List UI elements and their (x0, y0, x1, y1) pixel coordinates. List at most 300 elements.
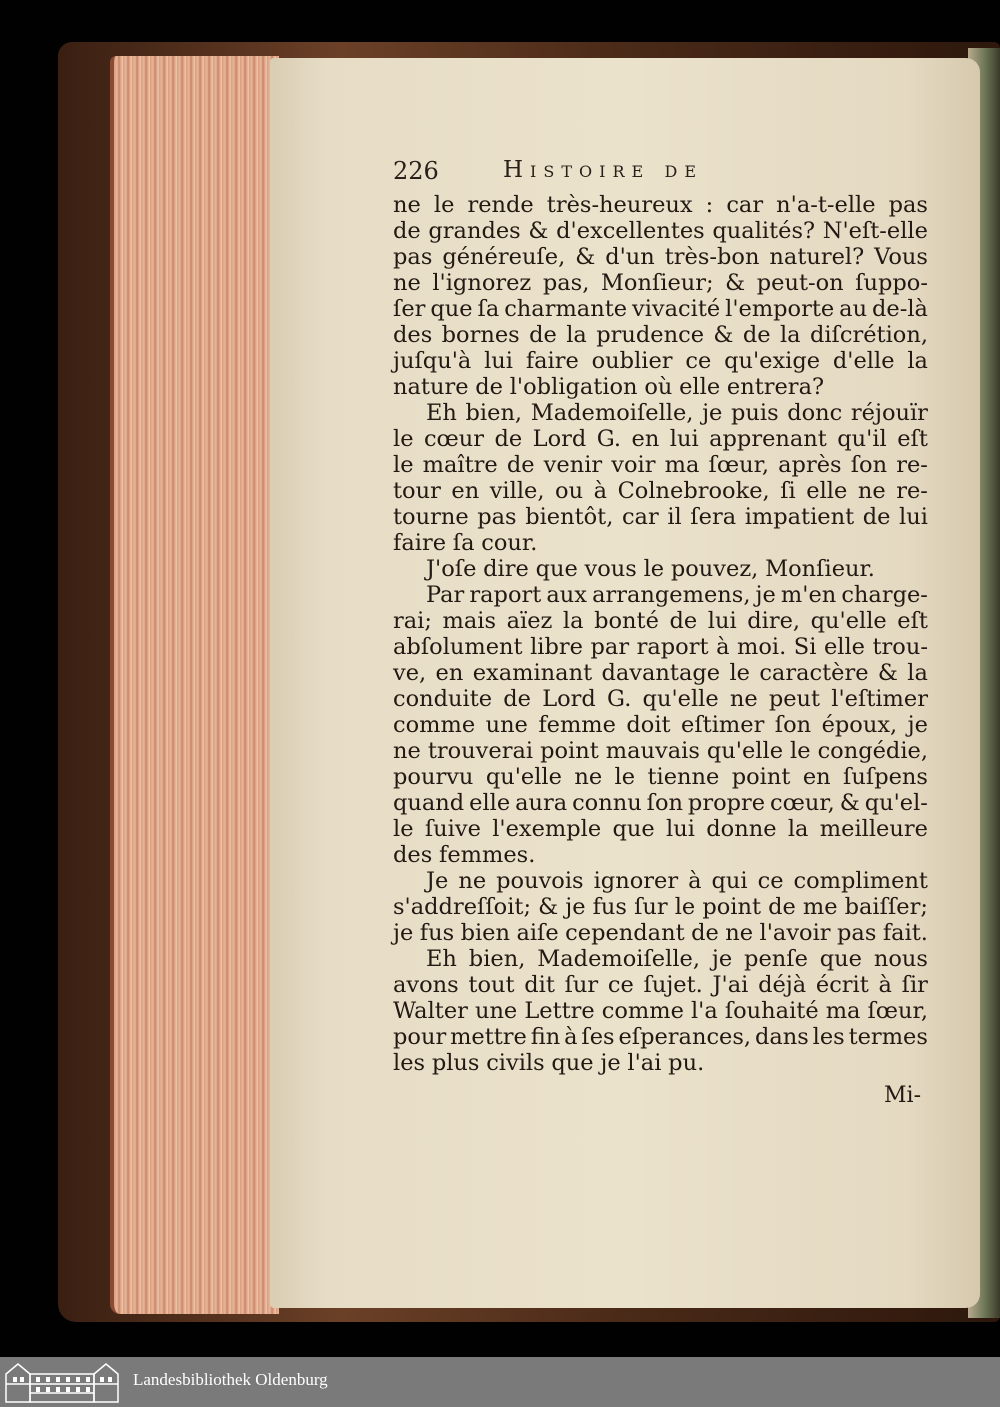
text-line (393, 712, 928, 738)
word: pour (393, 1024, 447, 1050)
word: dire, (747, 608, 801, 634)
word: ne (458, 868, 487, 894)
word: à (593, 478, 608, 504)
text-line (393, 426, 928, 452)
word: donc (787, 400, 843, 426)
word: l'emporte (725, 296, 835, 322)
word: après (778, 452, 842, 478)
word: ne (393, 738, 421, 764)
word: bien, (465, 400, 523, 426)
word: m'en (780, 582, 837, 608)
word: s'addreſſoit; (393, 894, 532, 920)
word: meilleure (819, 816, 928, 842)
word: au (839, 296, 868, 322)
word: une (485, 712, 528, 738)
word: à (878, 972, 892, 998)
word: que (535, 556, 578, 582)
word: l'avoir (759, 920, 831, 946)
word: avons (393, 972, 459, 998)
word: J'oſe (426, 556, 477, 582)
word: Mademoiſelle, (530, 400, 694, 426)
text-line (393, 790, 928, 816)
word: je (565, 894, 586, 920)
word: ce (607, 972, 634, 998)
word: je (907, 712, 928, 738)
word: ſa (477, 296, 500, 322)
word: ville, (489, 478, 545, 504)
word: ne (393, 192, 421, 218)
word: pouvez, (670, 556, 759, 582)
word: où (644, 374, 673, 400)
word: impatient (744, 504, 855, 530)
word: lui (669, 426, 699, 452)
word: que (551, 1050, 594, 1076)
word: pas (837, 920, 877, 946)
text-line (393, 634, 928, 660)
word: pas (888, 192, 928, 218)
word: qualités? (712, 218, 816, 244)
word: en (451, 478, 480, 504)
word: je (393, 920, 414, 946)
word: vous (584, 556, 637, 582)
word: ignorer (593, 868, 679, 894)
word: rai; (393, 608, 432, 634)
text-line (393, 192, 928, 218)
word: Monſieur; (600, 270, 714, 296)
word: ne (725, 920, 754, 946)
word: de (393, 218, 421, 244)
word: nature (393, 374, 469, 400)
word: faire (525, 348, 579, 374)
word: ſa (452, 530, 475, 556)
word: en (435, 660, 464, 686)
word: ſon (774, 712, 812, 738)
word: oublier (591, 348, 673, 374)
word: la (779, 322, 801, 348)
word: ſuppo- (855, 270, 928, 296)
word: tienne (647, 764, 720, 790)
word: le (790, 738, 811, 764)
word: l'eſtimer (831, 686, 928, 712)
word: fus (592, 894, 627, 920)
word: aux (546, 582, 587, 608)
word: l'a (690, 998, 718, 1024)
word: ſuſpens (843, 764, 928, 790)
word: la (907, 348, 928, 374)
text-line (393, 738, 928, 764)
text-line (393, 686, 928, 712)
word: l'ignorez (432, 270, 532, 296)
word: pouvois (496, 868, 584, 894)
word: plus (431, 1050, 480, 1076)
word: peut (768, 686, 821, 712)
word: le (433, 192, 455, 218)
text-line (393, 972, 928, 998)
word: peut-on (756, 270, 844, 296)
word: G. (596, 426, 622, 452)
word: tour (393, 478, 441, 504)
word: point (731, 764, 791, 790)
word: ſur (634, 894, 668, 920)
word: ſouhaité (724, 998, 819, 1024)
word: point (540, 738, 599, 764)
word: pas (393, 244, 433, 270)
word: Eh (426, 946, 457, 972)
word: ſur (564, 972, 599, 998)
word: compliment (793, 868, 928, 894)
word: & (877, 660, 898, 686)
word: N'eſt-elle (822, 218, 928, 244)
word: Je (426, 868, 449, 894)
page-header (393, 157, 833, 189)
word: ſir (901, 972, 928, 998)
word: me (802, 894, 838, 920)
word: ne (574, 764, 603, 790)
word: penſe (744, 946, 808, 972)
word: d'elle (832, 348, 895, 374)
word: qu'elle (642, 686, 719, 712)
text-line (393, 374, 928, 400)
word: termes (848, 1024, 928, 1050)
word: diſcrétion, (809, 322, 928, 348)
word: moi. (737, 634, 787, 660)
word: baiſſer; (844, 894, 928, 920)
word: je (711, 946, 733, 972)
word: comme (601, 998, 684, 1024)
word: car (621, 504, 659, 530)
word: connu (572, 790, 642, 816)
word: Mademoiſelle, (537, 946, 700, 972)
word: de (503, 686, 531, 712)
word: abſolument (393, 634, 523, 660)
page-edges (110, 56, 279, 1314)
word: bien, (468, 946, 526, 972)
word: de-là (872, 296, 928, 322)
word: G. (607, 686, 632, 712)
word: faire (393, 530, 447, 556)
word: pu. (668, 1050, 705, 1076)
word: ſœur, (708, 452, 770, 478)
text-line (393, 218, 928, 244)
word: mettre (450, 1024, 527, 1050)
word: voir (611, 452, 656, 478)
word: maître (422, 452, 498, 478)
word: ve, (393, 660, 427, 686)
word: il (667, 504, 682, 530)
word: en (802, 764, 831, 790)
word: qu'el- (864, 790, 928, 816)
word: bien (460, 920, 510, 946)
word: Par (426, 582, 465, 608)
word: lui (899, 504, 928, 530)
word: écrit (815, 972, 869, 998)
word: prudence (596, 322, 705, 348)
word: l'ai (627, 1050, 662, 1076)
text-line (393, 1024, 928, 1050)
word: raport (636, 634, 709, 660)
word: la (566, 322, 587, 348)
word: la (907, 660, 928, 686)
word: le (393, 816, 414, 842)
word: venir (543, 452, 603, 478)
word: l'obligation (509, 374, 638, 400)
word: rende (467, 192, 534, 218)
word: cour. (481, 530, 538, 556)
word: ce (757, 868, 784, 894)
word: grandes (428, 218, 521, 244)
word: : (705, 192, 714, 218)
word: qui (711, 868, 748, 894)
word: Lord (542, 686, 596, 712)
word: point (702, 894, 761, 920)
word: lui (484, 348, 513, 374)
word: fus (419, 920, 455, 946)
word: le (729, 660, 750, 686)
word: Lord (532, 426, 587, 452)
word: ou (555, 478, 584, 504)
word: ſon (850, 452, 888, 478)
text-line (393, 504, 928, 530)
word: mais (442, 608, 497, 634)
word: femmes. (439, 842, 536, 868)
text-line (393, 816, 928, 842)
word: donne (706, 816, 777, 842)
word: charge- (841, 582, 928, 608)
word: ſi (780, 478, 796, 504)
word: ne (393, 270, 421, 296)
word: ſujet. (643, 972, 703, 998)
word: qu'il (837, 426, 887, 452)
text-line (393, 582, 928, 608)
word: naturel? (769, 244, 865, 270)
word: & (528, 218, 549, 244)
word: qu'elle (485, 764, 562, 790)
word: & (575, 244, 596, 270)
text-line (393, 478, 928, 504)
word: des (393, 842, 433, 868)
word: cœur, (770, 790, 835, 816)
word: apprenant (709, 426, 827, 452)
word: qu'exige (724, 348, 821, 374)
word: généreuſe, (442, 244, 566, 270)
word: la (562, 608, 584, 634)
word: lui (666, 816, 695, 842)
word: ſer (393, 296, 426, 322)
word: par (590, 634, 630, 660)
text-line (393, 868, 928, 894)
word: ſœur, (867, 998, 928, 1024)
word: cœur (423, 426, 485, 452)
word: lui (707, 608, 737, 634)
word: arrangemens, (592, 582, 751, 608)
word: entrera? (726, 374, 825, 400)
word: très-bon (664, 244, 760, 270)
word: je (755, 582, 776, 608)
word: trouverai (427, 738, 534, 764)
word: à (564, 1024, 578, 1050)
word: J'ai (712, 972, 749, 998)
footer-bar (0, 1357, 1000, 1407)
word: à (688, 868, 702, 894)
word: elle (469, 790, 511, 816)
word: de (742, 322, 771, 348)
word: fin (530, 1024, 561, 1050)
text-line (393, 452, 928, 478)
word: trou- (872, 634, 928, 660)
word: je (702, 400, 723, 426)
word: très-heureux (546, 192, 693, 218)
word: & (713, 322, 734, 348)
word: tout (468, 972, 515, 998)
word: nous (873, 946, 928, 972)
word: & (725, 270, 746, 296)
text-line (393, 608, 928, 634)
text-line (393, 270, 928, 296)
word: puis (730, 400, 779, 426)
word: que (819, 946, 862, 972)
word: car (726, 192, 764, 218)
word: eſt (897, 608, 928, 634)
word: à (716, 634, 730, 660)
word: juſqu'à (393, 348, 472, 374)
text-line (393, 530, 928, 556)
word: elle (806, 478, 848, 504)
word: de (862, 504, 891, 530)
word: aiſe (516, 920, 559, 946)
text-line (393, 556, 928, 582)
word: femme (538, 712, 616, 738)
word: ſuive (424, 816, 481, 842)
word: ne (857, 478, 886, 504)
word: le (614, 764, 636, 790)
word: de (669, 608, 698, 634)
word: tourne (393, 504, 469, 530)
body-text (393, 192, 928, 1076)
word: eſperances, (618, 1024, 752, 1050)
text-line (393, 244, 928, 270)
word: re- (896, 452, 928, 478)
word: & (538, 894, 559, 920)
text-line (393, 842, 928, 868)
library-building-logo-icon (4, 1360, 122, 1404)
library-name: Landesbibliothek Oldenburg (133, 1370, 328, 1389)
word: Colnebrooke, (617, 478, 770, 504)
word: époux, (821, 712, 898, 738)
word: que (430, 296, 473, 322)
word: comme (393, 712, 476, 738)
word: les (812, 1024, 845, 1050)
text-line (393, 946, 928, 972)
word: Eh (426, 400, 457, 426)
word: réjouïr (850, 400, 928, 426)
word: de (691, 920, 719, 946)
word: eſtimer (681, 712, 765, 738)
word: qu'elle (810, 608, 887, 634)
word: pas (477, 504, 517, 530)
word: elle (823, 634, 865, 660)
word: mauvais (605, 738, 700, 764)
word: le (643, 556, 665, 582)
word: caractère (759, 660, 869, 686)
word: bornes (441, 322, 520, 348)
word: charmante (504, 296, 628, 322)
word: Monſieur. (765, 556, 875, 582)
word: propre (687, 790, 766, 816)
word: bonté (594, 608, 659, 634)
word: dire (483, 556, 529, 582)
word: raport (469, 582, 542, 608)
text-line (393, 764, 928, 790)
word: cependant (565, 920, 685, 946)
page-number: 226 (393, 157, 439, 185)
text-line (393, 920, 928, 946)
word: eſt (897, 426, 928, 452)
word: de (529, 322, 557, 348)
word: dans (754, 1024, 809, 1050)
word: n'a-t-elle (776, 192, 876, 218)
word: libre (530, 634, 583, 660)
word: l'exemple (492, 816, 602, 842)
word: ma (825, 998, 861, 1024)
text-line (393, 894, 928, 920)
word: ſes (581, 1024, 615, 1050)
word: civils (486, 1050, 545, 1076)
word: la (787, 816, 809, 842)
word: quand (393, 790, 465, 816)
text-line (393, 660, 928, 686)
word: ma (664, 452, 700, 478)
word: aura (515, 790, 568, 816)
word: doit (626, 712, 671, 738)
word: de (494, 426, 523, 452)
word: Lettre (524, 998, 595, 1024)
word: dit (524, 972, 555, 998)
text-line (393, 998, 928, 1024)
word: des (393, 322, 433, 348)
word: fait. (882, 920, 928, 946)
word: ſon (646, 790, 683, 816)
word: bientôt, (525, 504, 614, 530)
text-line (393, 296, 928, 322)
word: d'excellentes (556, 218, 705, 244)
word: elle (679, 374, 721, 400)
word: en (631, 426, 660, 452)
catchword: Mi- (884, 1083, 921, 1108)
word: & (839, 790, 860, 816)
word: de (768, 894, 796, 920)
text-line (393, 348, 928, 374)
word: déjà (758, 972, 807, 998)
word: ſera (690, 504, 737, 530)
word: Vous (874, 244, 928, 270)
word: le (674, 894, 696, 920)
word: d'un (605, 244, 655, 270)
word: le (393, 452, 414, 478)
word: ce (685, 348, 712, 374)
word: que (612, 816, 655, 842)
word: je (600, 1050, 621, 1076)
text-line (393, 400, 928, 426)
word: vivacité (632, 296, 721, 322)
word: aïez (506, 608, 553, 634)
word: les (393, 1050, 426, 1076)
text-line (393, 1050, 928, 1076)
word: examinant (472, 660, 593, 686)
word: davantage (601, 660, 721, 686)
word: pas, (542, 270, 590, 296)
word: une (474, 998, 518, 1024)
word: qu'elle (706, 738, 784, 764)
